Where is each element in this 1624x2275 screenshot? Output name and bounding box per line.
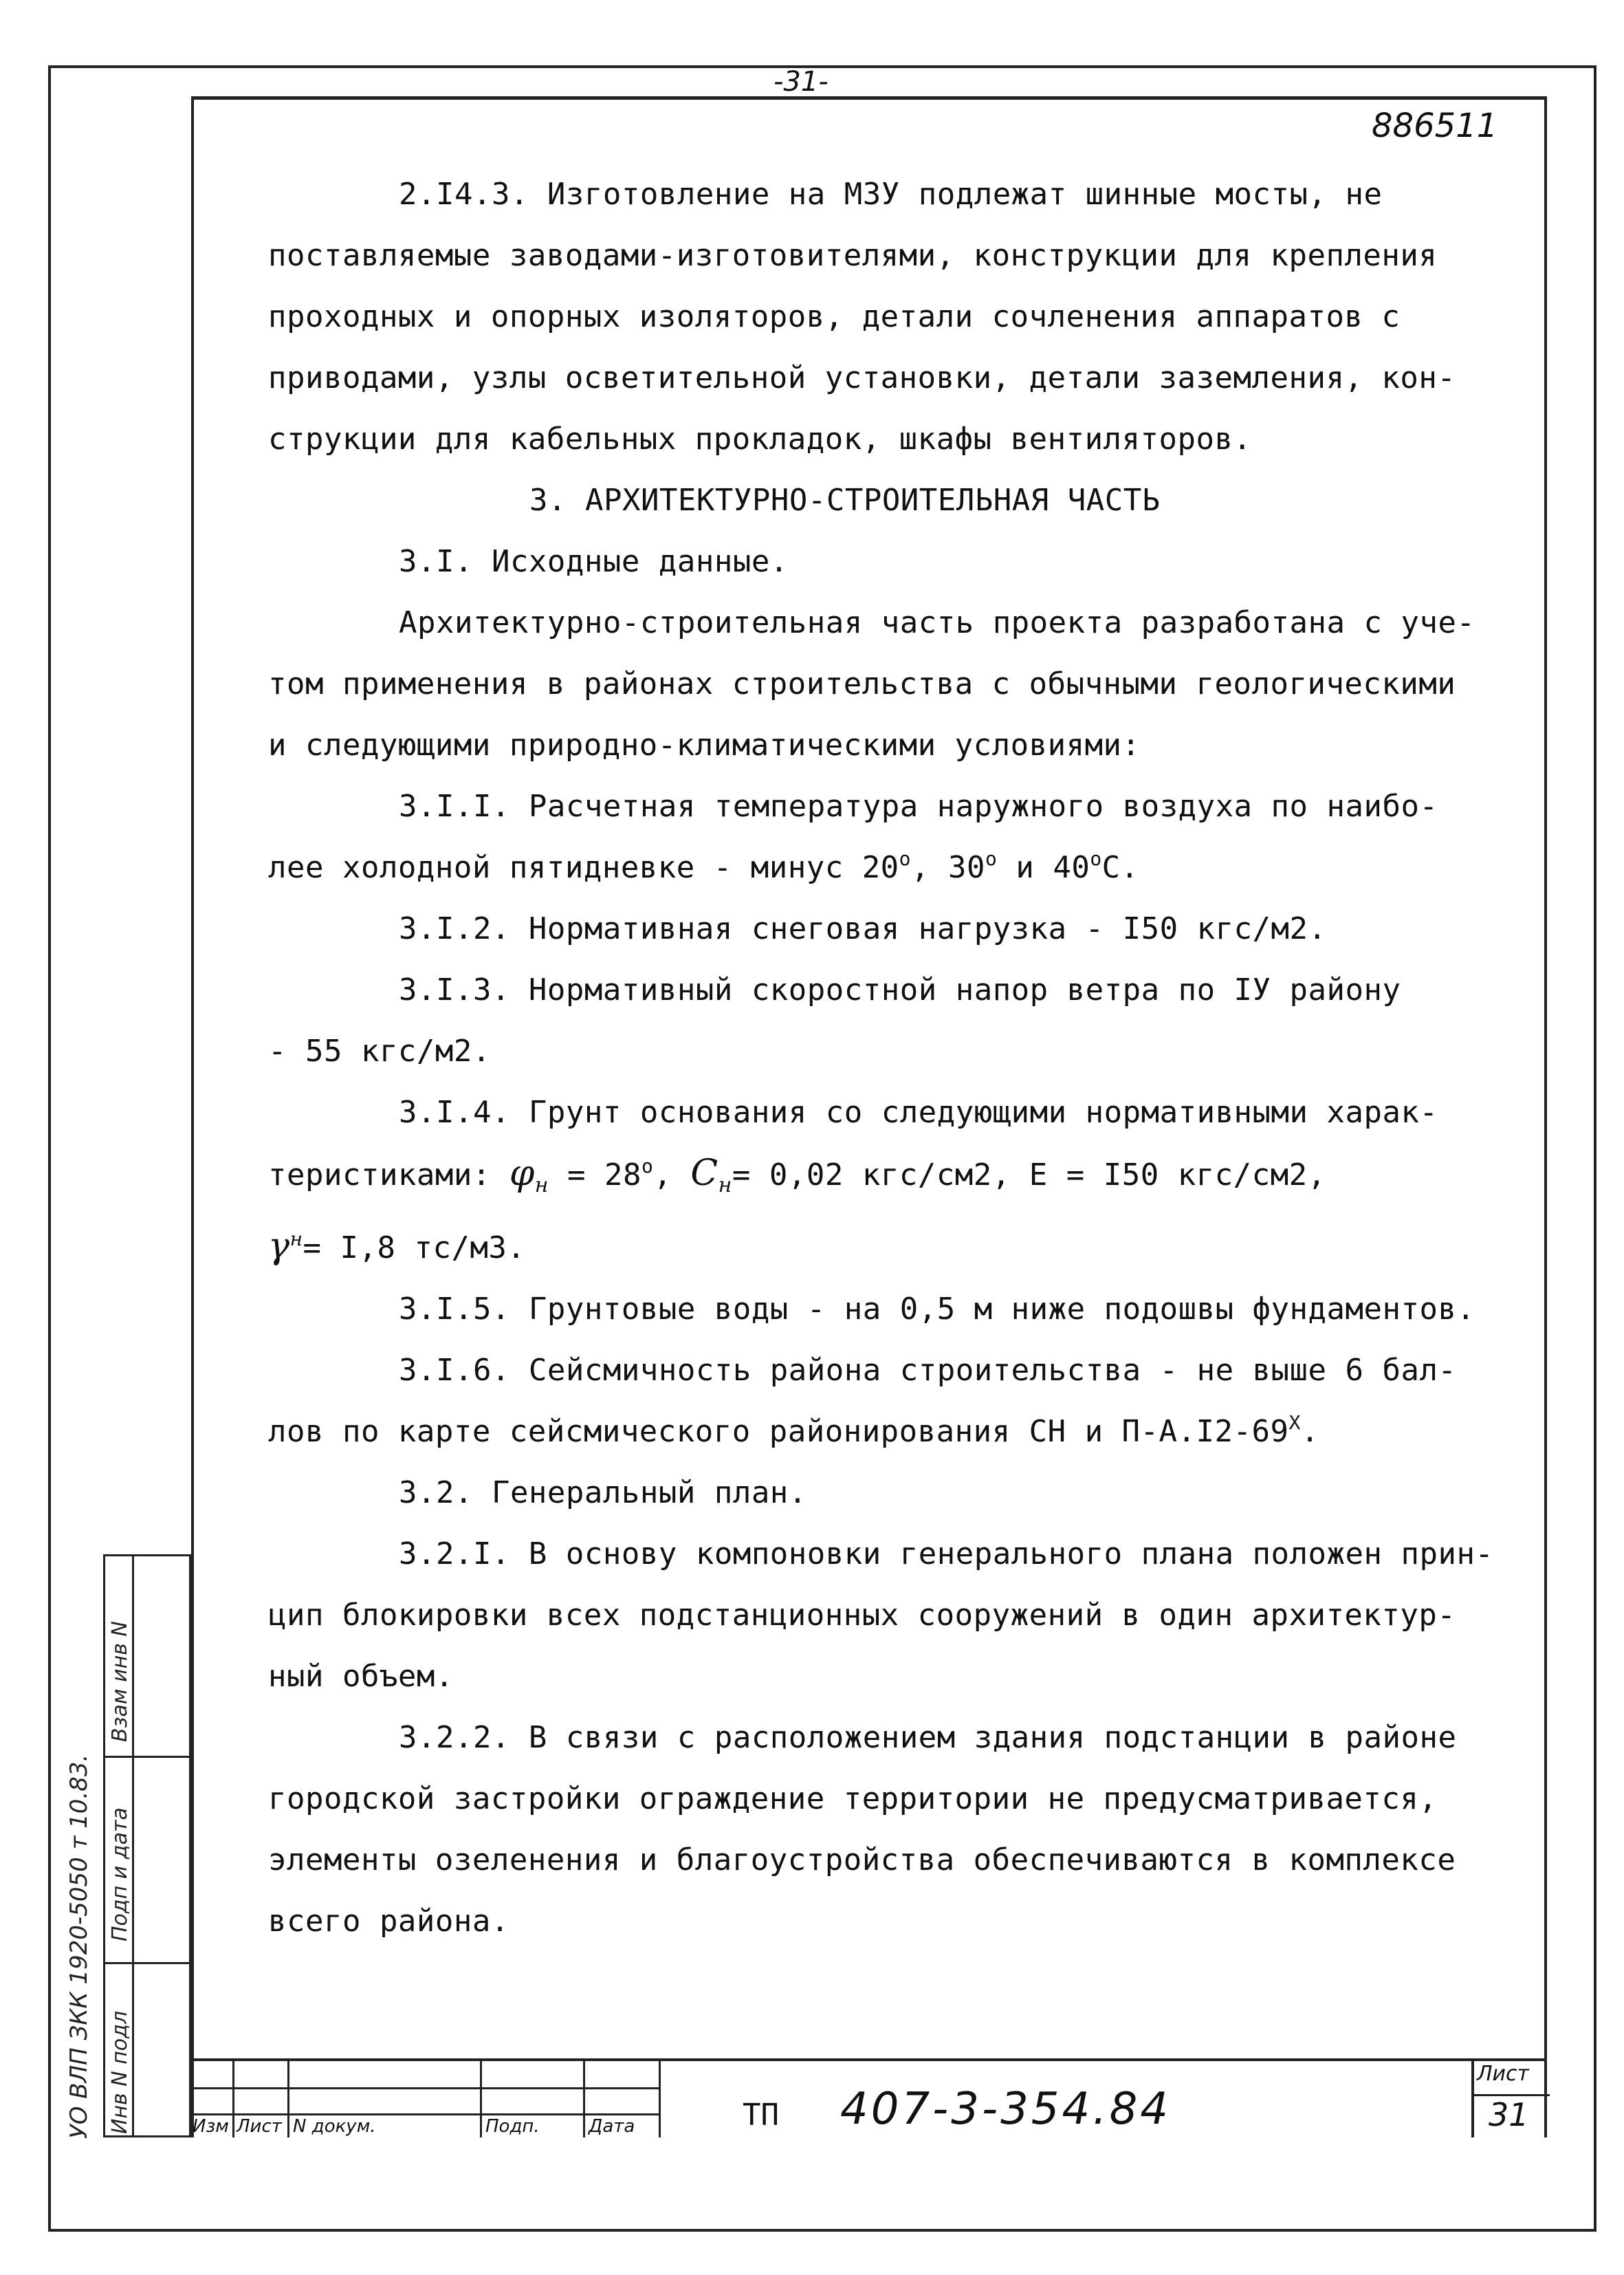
col-label-doc-number: N докум. bbox=[293, 2116, 376, 2137]
document-body bbox=[268, 164, 1499, 1952]
doc-prefix: ТП bbox=[743, 2098, 779, 2133]
text-line: 2.I4.3. Изготовление на МЗУ подлежат шинные мосты, не bbox=[399, 177, 1383, 212]
page-number: -31- bbox=[773, 66, 829, 98]
strip-label-sign-date: Подп и дата bbox=[108, 1807, 132, 1941]
handwritten-note: УО ВЛП ЗКК 1920-5050 т 10.83. bbox=[65, 1754, 93, 2139]
text-line: всего района. bbox=[268, 1903, 509, 1939]
text-line: цип блокировки всех подстанционных сооружений в один архитектур- bbox=[268, 1597, 1456, 1633]
strip-divider bbox=[105, 1756, 189, 1758]
text-line: - 55 кгс/м2. bbox=[268, 1034, 491, 1069]
text-line: лее холодной пятидневке - минус $20^о$, $30^о$ и $40^оС$. bbox=[268, 847, 1139, 885]
strip-label-replace-inv: Взам инв N bbox=[108, 1621, 132, 1742]
col-label-date: Дата bbox=[589, 2116, 635, 2137]
col-label-sheet: Лист bbox=[237, 2116, 282, 2137]
sheet-label: Лист bbox=[1477, 2062, 1530, 2086]
text-line: проходных и опорных изоляторов, детали сочленения аппаратов с bbox=[268, 299, 1401, 334]
text-line: 3.I.4. Грунт основания со следующими нормативными харак- bbox=[399, 1095, 1438, 1130]
section-title: 3. АРХИТЕКТУРНО-СТРОИТЕЛЬНАЯ ЧАСТЬ bbox=[529, 483, 1161, 518]
text-line: 3.I.I. Расчетная температура наружного воздуха по наибо- bbox=[399, 789, 1438, 824]
text-line: элементы озеленения и благоустройства обеспечиваются в комплексе bbox=[268, 1842, 1456, 1877]
inventory-number: 886511 bbox=[1372, 107, 1498, 145]
text-line: поставляемые заводами-изготовителями, конструкции для крепления bbox=[268, 238, 1438, 273]
text-line: ный объем. bbox=[268, 1658, 454, 1694]
text-line: 3.I.2. Нормативная снеговая нагрузка - I50 кгс/м2. bbox=[399, 911, 1327, 946]
subsection-title: 3.2. Генеральный план. bbox=[399, 1474, 807, 1510]
sheet-number: 31 bbox=[1489, 2096, 1529, 2133]
text-line: Архитектурно-строительная часть проекта разработана с уче- bbox=[399, 605, 1475, 640]
text-line: городской застройки ограждение территории не предусматривается, bbox=[268, 1781, 1438, 1816]
subsection-title: 3.I. Исходные данные. bbox=[399, 544, 789, 579]
text-line: 3.2.I. В основу компоновки генерального плана положен прин- bbox=[399, 1536, 1494, 1571]
text-line: приводами, узлы осветительной установки, детали заземления, кон- bbox=[268, 360, 1456, 395]
text-line: струкции для кабельных прокладок, шкафы вентиляторов. bbox=[268, 422, 1252, 457]
text-line: теристиками: $\varphi_н = 28^о$, $C_н= 0,02$ кгс/см2, E = I50 кгс/см2, bbox=[268, 1153, 1326, 1197]
col-label-signature: Подп. bbox=[485, 2116, 540, 2137]
document-code: 407-3-354.84 bbox=[840, 2084, 1171, 2135]
text-line: 3.I.6. Сейсмичность района строительства - не выше 6 бал- bbox=[399, 1352, 1457, 1388]
text-line: том применения в районах строительства с обычными геологическими bbox=[268, 666, 1456, 701]
text-line: 3.2.2. В связи с расположением здания подстанции в районе bbox=[399, 1719, 1457, 1755]
text-line: 3.I.3. Нормативный скоростной напор ветра по IУ району bbox=[399, 972, 1401, 1008]
strip-divider bbox=[105, 1962, 189, 1964]
text-line: и следующими природно-климатическими условиями: bbox=[268, 728, 1141, 763]
approval-strip bbox=[103, 1554, 191, 2137]
strip-label-inv-orig: Инв N подл bbox=[108, 2010, 132, 2134]
text-line: $\gamma^н= I,8$ тс/м3. bbox=[268, 1225, 526, 1267]
text-line: 3.I.5. Грунтовые воды - на 0,5 м ниже подошвы фундаментов. bbox=[399, 1291, 1475, 1327]
text-line: лов по карте сейсмического районирования СН и $П-А.I2-69^Х$. bbox=[268, 1411, 1319, 1449]
col-label-change: Изм bbox=[193, 2116, 229, 2137]
page-number-underline bbox=[770, 98, 853, 100]
revision-grid bbox=[191, 2061, 672, 2137]
